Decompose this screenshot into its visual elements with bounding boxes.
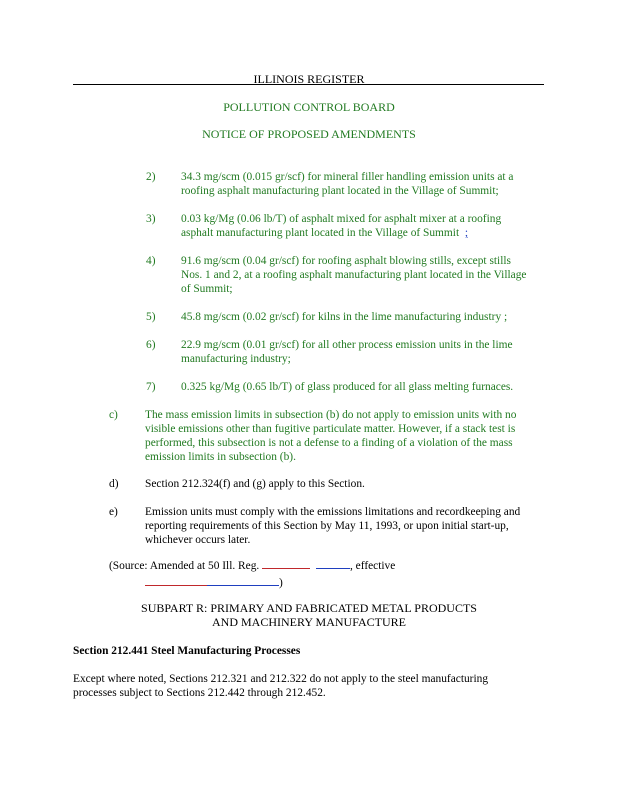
item-letter: e)	[109, 506, 118, 518]
item-letter: c)	[109, 409, 118, 421]
subpart-heading-line2: AND MACHINERY MANUFACTURE	[211, 615, 406, 629]
item-number: 5)	[146, 311, 156, 323]
deleted-reg-volume	[262, 568, 310, 569]
item-text: Section 212.324(f) and (g) apply to this Section.	[145, 478, 365, 490]
item-text: The mass emission limits in subsection (b) do not apply to emission units with no visible emissions other than fugitive particulate matter. However, if a stack test is performed, this subsection is not a defense to a finding of a violation of the mass emission limits in subsection (b).	[145, 409, 517, 463]
source-note	[109, 559, 395, 590]
header-rule	[73, 84, 544, 85]
item-text: 0.325 kg/Mg (0.65 lb/T) of glass produced for all glass melting furnaces.	[181, 381, 514, 393]
section-body: Except where noted, Sections 212.321 and 212.322 do not apply to the steel manufacturing processes subject to Sections 212.442 through 212.452.	[73, 673, 489, 699]
notice-title: NOTICE OF PROPOSED AMENDMENTS	[202, 127, 416, 141]
board-title: POLLUTION CONTROL BOARD	[223, 100, 395, 114]
item-letter: d)	[109, 478, 119, 490]
item-text: 91.6 mg/scm (0.04 gr/scf) for roofing asphalt blowing stills, except stills Nos. 1 and 2, at a roofing asphalt manufacturing plant located in the Village of Summit;	[181, 255, 527, 295]
source-effective: , effective	[349, 560, 396, 572]
subpart-heading-line1: SUBPART R: PRIMARY AND FABRICATED METAL PRODUCTS	[141, 601, 477, 615]
item-text: 34.3 mg/scm (0.015 gr/scf) for mineral filler handling emission units at a roofing asphalt manufacturing plant located in the Village of Summit;	[181, 171, 514, 197]
item-number: 4)	[146, 255, 156, 267]
item-number: 2)	[146, 171, 156, 183]
item-number: 7)	[146, 381, 156, 393]
inserted-effective-date	[207, 585, 279, 586]
item-text: Emission units must comply with the emissions limitations and recordkeeping and reporting requirements of this Section by May 11, 1993, or upon initial start-up, whichever occurs later.	[145, 506, 521, 546]
source-close: )	[279, 577, 283, 589]
inserted-reg-volume	[316, 568, 350, 569]
section-title: Section 212.441 Steel Manufacturing Processes	[73, 645, 301, 657]
item-number: 3)	[146, 213, 156, 225]
source-prefix: (Source: Amended at 50 Ill. Reg.	[109, 560, 260, 572]
item-text: 0.03 kg/Mg (0.06 lb/T) of asphalt mixed for asphalt mixer at a roofing asphalt manufacturing plant located in the Village of Summit	[181, 213, 502, 239]
item-number: 6)	[146, 339, 156, 351]
inserted-semicolon: ;	[464, 227, 468, 239]
item-text: 45.8 mg/scm (0.02 gr/scf) for kilns in the lime manufacturing industry ;	[181, 311, 508, 323]
register-header: ILLINOIS REGISTER	[253, 72, 365, 86]
item-text: 22.9 mg/scm (0.01 gr/scf) for all other process emission units in the lime manufacturing industry;	[181, 339, 513, 365]
deleted-effective-date	[145, 585, 207, 586]
